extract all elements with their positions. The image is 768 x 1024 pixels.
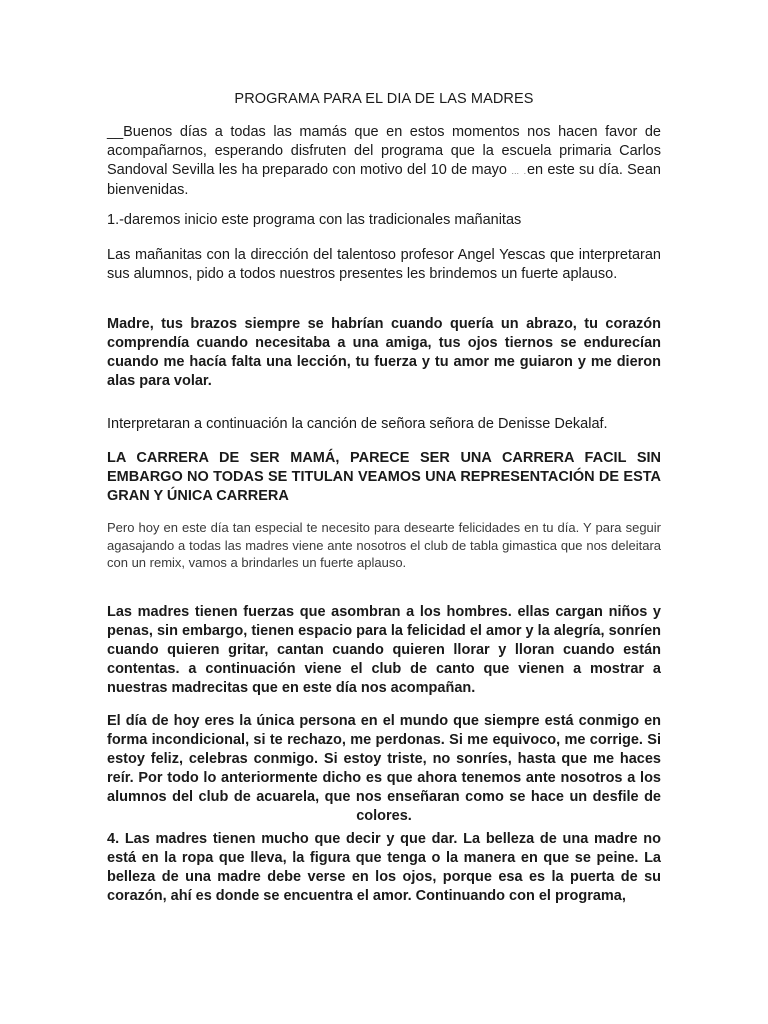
paragraph-item-1: 1.-daremos inicio este programa con las tradicionales mañanitas: [107, 212, 522, 228]
paragraph-tabla-gimnastica: Pero hoy en este día tan especial te necesito para desearte felicidades en tu día. Y para seguir agasajando a todas las madres viene ante nosotros el club de tabla gimastica que nos deleitara con un remix, vamos a brindarles un fuerte aplauso.: [107, 520, 661, 570]
paragraph-unica-persona: El día de hoy eres la única persona en el mundo que siempre está conmigo en forma incondicional, si te rechazo, me perdonas. Si me equivoco, me corrige. Si estoy feliz, celebras conmigo. Si estoy triste, no sonríes, hasta que me haces reír. Por todo lo anteriormente dicho es que ahora tenemos ante nosotros a los alumnos del club de acuarela, que nos enseñaran como se hace un desfile de colores.: [107, 713, 661, 824]
paragraph-fuerzas-madres: Las madres tienen fuerzas que asombran a los hombres. ellas cargan niños y penas, sin embargo, tienen espacio para la felicidad el amor y la alegría, sonríen cuando quieren gritar, cantan cuando quieren llorar y lloran cuando están contentas. a continuación viene el club de canto que vienen a mostrar a nuestras madrecitas que en este día nos acompañan.: [107, 604, 661, 696]
paragraph-belleza-madre: 4. Las madres tienen mucho que decir y que dar. La belleza de una madre no está en la ropa que lleva, la figura que tenga o la manera en que se peine. La belleza de una madre debe verse en los ojos, porque esa es la puerta de su corazón, ahí es donde se encuentra el amor. Continuando con el programa,: [107, 831, 661, 904]
paragraph-cancion: Interpretaran a continuación la canción de señora señora de Denisse Dekalaf.: [107, 416, 608, 432]
ellipsis-mark: … .: [511, 167, 527, 176]
paragraph-mananitas: Las mañanitas con la dirección del talentoso profesor Angel Yescas que interpretaran sus alumnos, pido a todos nuestros presentes les brindemos un fuerte aplauso.: [107, 247, 661, 282]
paragraph-welcome: [107, 123, 661, 200]
welcome-text-end: en este su día. Sean bienvenidas.: [107, 162, 661, 198]
welcome-text: __Buenos días a todas las mamás que en estos momentos nos hacen favor de acompañarnos, esperando disfruten del programa que la escuela primaria Carlos Sandoval Sevilla les ha preparado con motivo del 10 de mayo: [107, 124, 661, 178]
paragraph-madre-brazos: Madre, tus brazos siempre se habrían cuando quería un abrazo, tu corazón comprendía cuando necesitaba a una amiga, tus ojos tiernos se endurecían cuando me hacía falta una lección, tu fuerza y tu amor me guiaron y me dieron alas para volar.: [107, 316, 661, 389]
paragraph-carrera-mama: LA CARRERA DE SER MAMÁ, PARECE SER UNA CARRERA FACIL SIN EMBARGO NO TODAS SE TITULAN VEAMOS UNA REPRESENTACIÓN DE ESTA GRAN Y ÚNICA CARRERA: [107, 450, 661, 504]
document-title: PROGRAMA PARA EL DIA DE LAS MADRES: [234, 91, 534, 107]
